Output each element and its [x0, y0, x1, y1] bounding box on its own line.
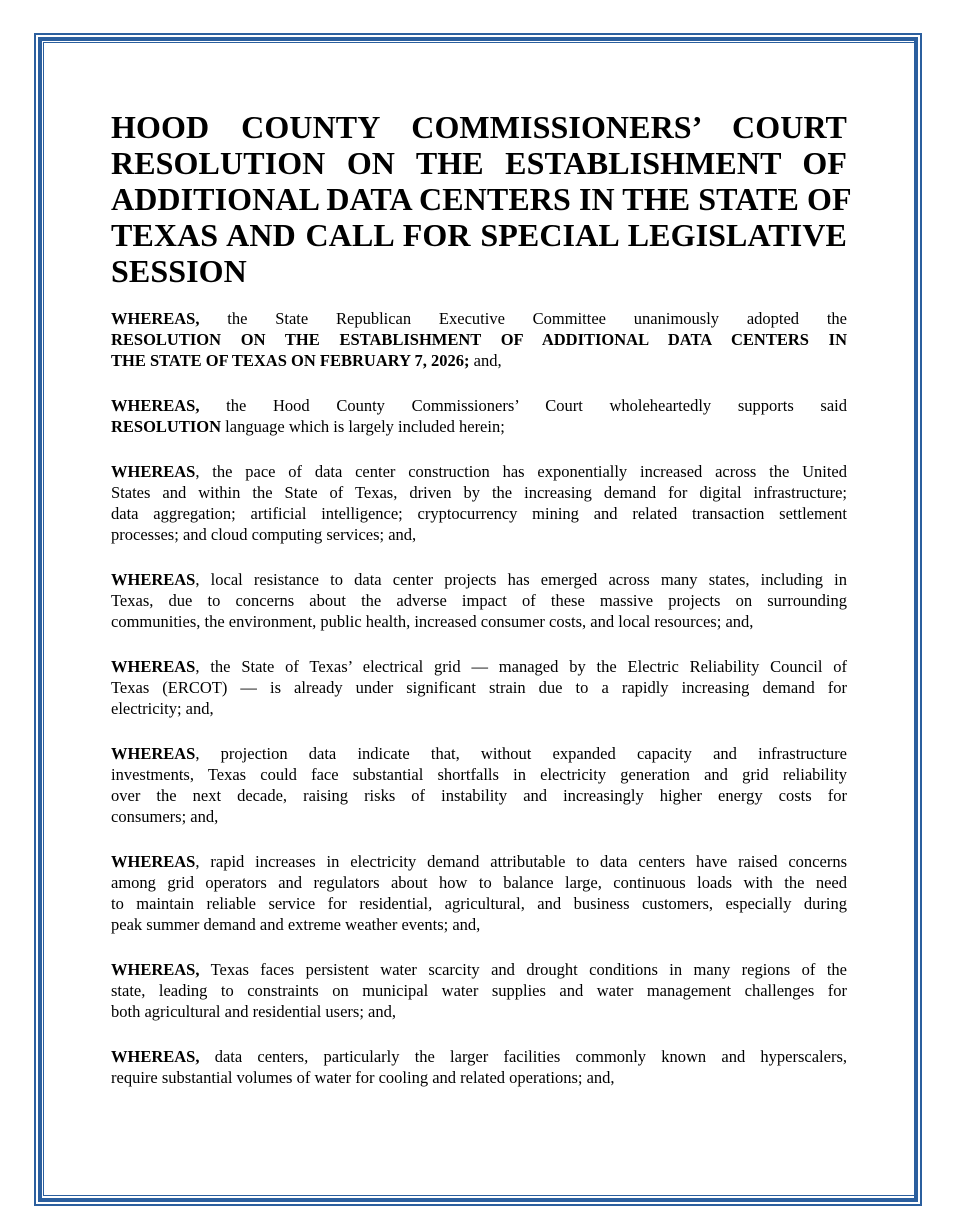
clause-text: , the State of Texas’ electrical grid — managed by the Electric Reliability Council of: [195, 657, 847, 676]
clause-line: [111, 851, 847, 872]
bold-text: RESOLUTION ON THE ESTABLISHMENT OF ADDITIONAL DATA CENTERS IN: [111, 330, 847, 349]
bold-text: WHEREAS,: [111, 1047, 200, 1066]
clause-line: [111, 590, 847, 611]
whereas-clause: [111, 656, 847, 719]
clause-line: [111, 677, 847, 698]
resolution-title: [111, 109, 852, 289]
whereas-clause: [111, 1046, 847, 1088]
clause-text: communities, the environment, public health, increased consumer costs, and local resources; and,: [111, 612, 754, 631]
clause-line: [111, 656, 847, 677]
clause-line: [111, 743, 847, 764]
clause-line: [111, 503, 847, 524]
clause-text: the State Republican Executive Committee unanimously adopted the: [199, 309, 847, 328]
whereas-clause: [111, 743, 847, 827]
clause-text: , local resistance to data center projects has emerged across many states, including in: [195, 570, 847, 589]
clause-text: processes; and cloud computing services; and,: [111, 525, 417, 544]
clause-line: [111, 893, 847, 914]
clause-text: language which is largely included herein;: [221, 417, 505, 436]
clause-text: to maintain reliable service for residential, agricultural, and business customers, especially during: [111, 894, 847, 913]
clause-line: [111, 1046, 847, 1067]
clause-text: , rapid increases in electricity demand attributable to data centers have raised concerns: [195, 852, 847, 871]
clause-text: , projection data indicate that, without expanded capacity and infrastructure: [195, 744, 847, 763]
clause-line: [111, 395, 847, 416]
bold-text: WHEREAS,: [111, 960, 200, 979]
clause-text: Texas (ERCOT) — is already under significant strain due to a rapidly increasing demand for: [111, 678, 847, 697]
clause-text: electricity; and,: [111, 699, 214, 718]
clause-text: data aggregation; artificial intelligence; cryptocurrency mining and related transaction settlement: [111, 504, 847, 523]
clause-text: investments, Texas could face substantial shortfalls in electricity generation and grid reliability: [111, 765, 847, 784]
clause-line: [111, 806, 847, 827]
whereas-clause: [111, 851, 847, 935]
whereas-clause: [111, 308, 847, 371]
bold-text: WHEREAS: [111, 570, 196, 589]
bold-text: WHEREAS: [111, 462, 196, 481]
bold-text: WHEREAS: [111, 852, 196, 871]
title-line: HOOD COUNTY COMMISSIONERS’ COURT: [111, 109, 847, 145]
clause-line: [111, 350, 847, 371]
clause-text: , the pace of data center construction has exponentially increased across the United: [195, 462, 847, 481]
whereas-clause: [111, 461, 847, 545]
bold-text: WHEREAS,: [111, 309, 200, 328]
clause-line: [111, 524, 847, 545]
whereas-clause: [111, 959, 847, 1022]
clause-line: [111, 611, 847, 632]
bold-text: THE STATE OF TEXAS ON FEBRUARY 7, 2026;: [111, 351, 470, 370]
clause-text: among grid operators and regulators about how to balance large, continuous loads with the need: [111, 873, 847, 892]
title-line: TEXAS AND CALL FOR SPECIAL LEGISLATIVE: [111, 217, 847, 253]
clause-line: [111, 914, 847, 935]
clause-line: [111, 980, 847, 1001]
clause-line: [111, 329, 847, 350]
document-content: [111, 109, 852, 1112]
clause-line: [111, 569, 847, 590]
clause-text: Texas faces persistent water scarcity and drought conditions in many regions of the: [199, 960, 847, 979]
clause-text: and,: [469, 351, 502, 370]
resolution-body: [111, 308, 847, 1088]
clause-line: [111, 482, 847, 503]
title-line: RESOLUTION ON THE ESTABLISHMENT OF: [111, 145, 847, 181]
whereas-clause: [111, 395, 847, 437]
clause-text: data centers, particularly the larger facilities commonly known and hyperscalers,: [199, 1047, 847, 1066]
clause-text: peak summer demand and extreme weather events; and,: [111, 915, 481, 934]
title-line: SESSION: [111, 253, 247, 289]
clause-text: consumers; and,: [111, 807, 219, 826]
clause-text: require substantial volumes of water for cooling and related operations; and,: [111, 1068, 615, 1087]
clause-line: [111, 872, 847, 893]
clause-text: state, leading to constraints on municipal water supplies and water management challenges for: [111, 981, 847, 1000]
bold-text: RESOLUTION: [111, 417, 222, 436]
clause-line: [111, 1067, 847, 1088]
clause-text: over the next decade, raising risks of instability and increasingly higher energy costs for: [111, 786, 847, 805]
clause-line: [111, 785, 847, 806]
clause-line: [111, 416, 847, 437]
clause-text: Texas, due to concerns about the adverse impact of these massive projects on surrounding: [111, 591, 847, 610]
bold-text: WHEREAS: [111, 744, 196, 763]
clause-text: States and within the State of Texas, driven by the increasing demand for digital infrastructure;: [111, 483, 847, 502]
title-line: ADDITIONAL DATA CENTERS IN THE STATE OF: [111, 181, 852, 217]
whereas-clause: [111, 569, 847, 632]
clause-line: [111, 1001, 847, 1022]
bold-text: WHEREAS: [111, 657, 196, 676]
clause-line: [111, 764, 847, 785]
bold-text: WHEREAS,: [111, 396, 200, 415]
clause-line: [111, 308, 847, 329]
clause-text: both agricultural and residential users; and,: [111, 1002, 396, 1021]
clause-line: [111, 461, 847, 482]
clause-line: [111, 698, 847, 719]
clause-text: the Hood County Commissioners’ Court wholeheartedly supports said: [199, 396, 847, 415]
clause-line: [111, 959, 847, 980]
